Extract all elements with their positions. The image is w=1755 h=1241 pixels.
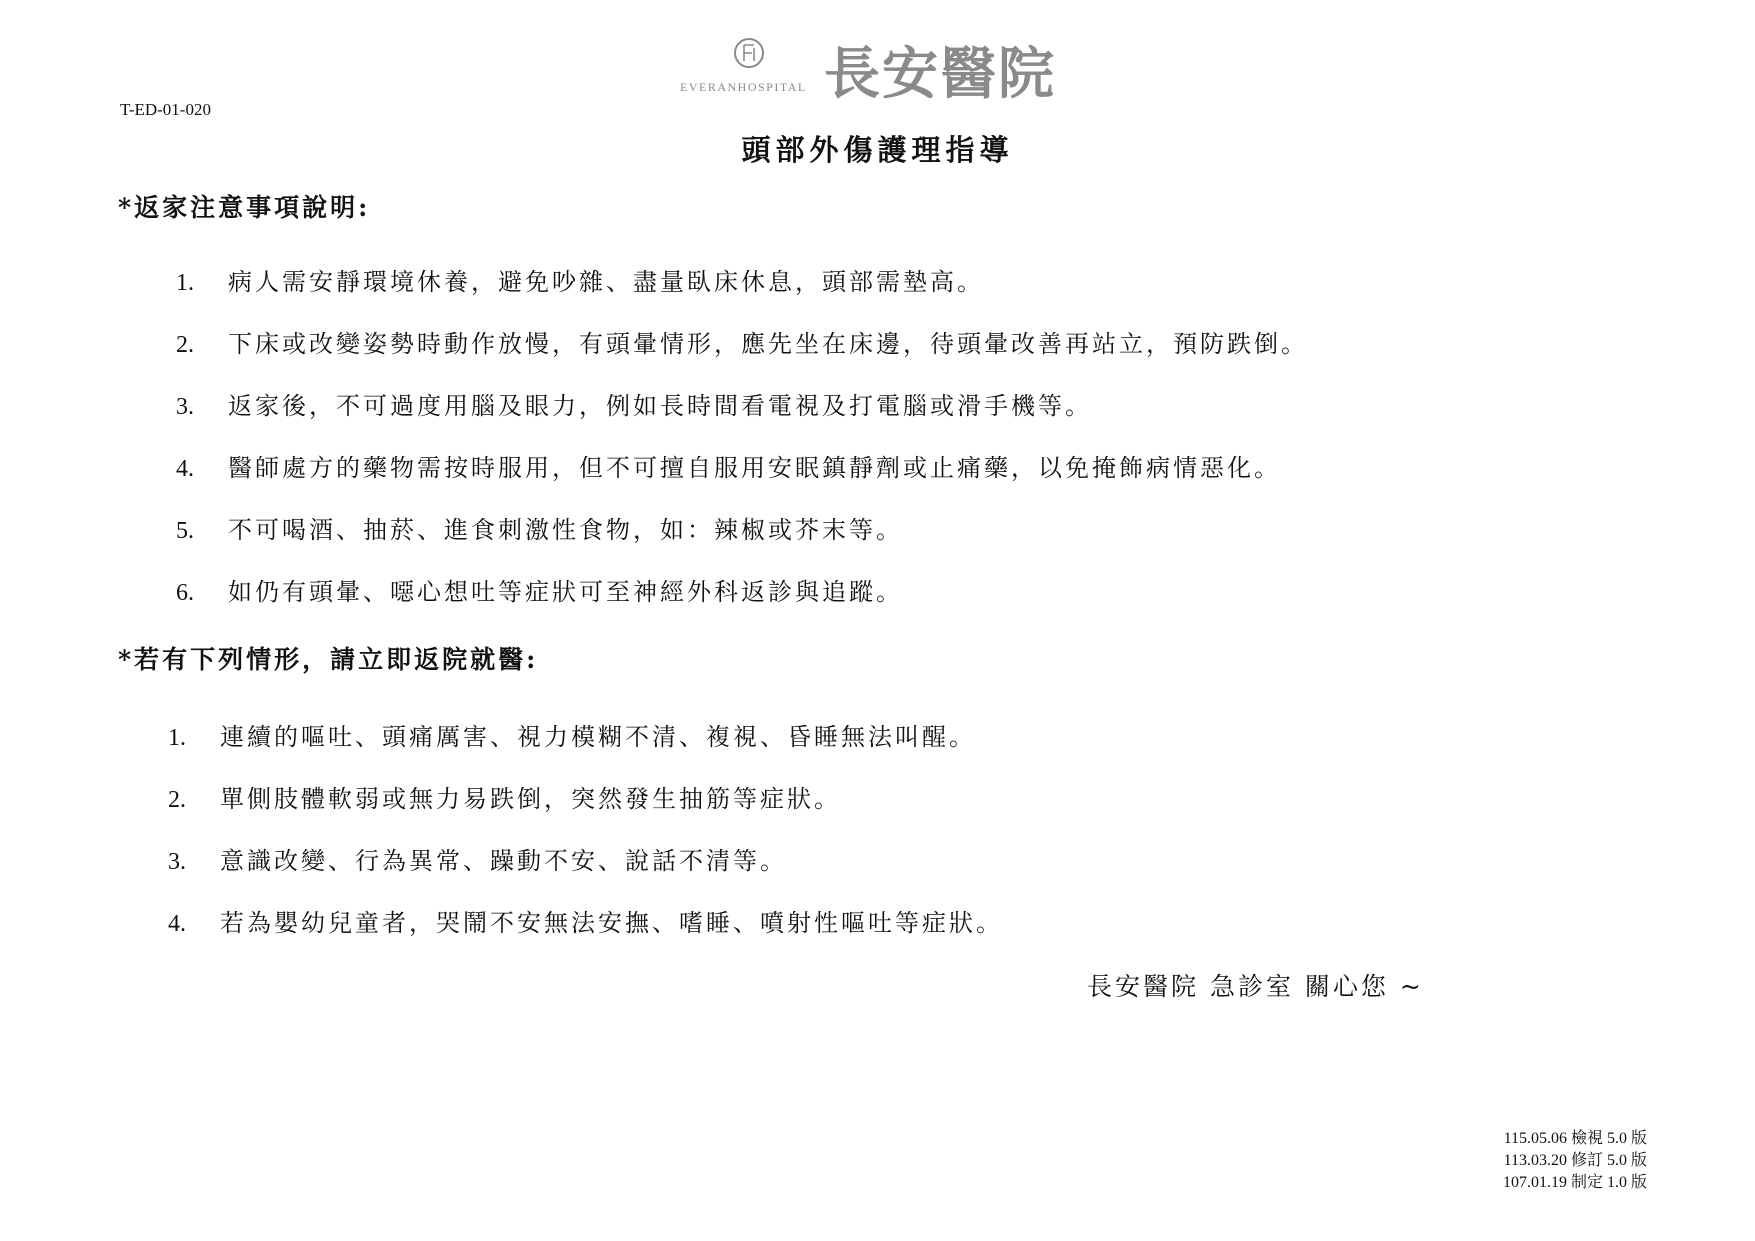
logo-english-text: EVERANHOSPITAL [680,80,807,94]
document-code: T-ED-01-020 [120,100,211,119]
section-heading-home-care: *返家注意事項說明: [118,193,371,222]
list-item-text: 如仍有頭暈、噁心想吐等症狀可至神經外科返診與追蹤。 [228,578,903,606]
list-item-number: 1. [176,270,194,296]
hospital-emblem-icon [732,36,766,70]
list-item [176,386,1308,448]
revision-history [1503,1128,1647,1194]
list-item-text: 連續的嘔吐、頭痛厲害、視力模糊不清、複視、昏睡無法叫醒。 [220,723,976,751]
list-item [168,779,1003,841]
list-item [176,572,1308,634]
list-item-number: 3. [168,849,186,875]
hospital-logo [680,34,1080,107]
list-item-number: 6. [176,580,194,606]
list-item-number: 4. [168,911,186,937]
list-item [168,903,1003,965]
document-title: 頭部外傷護理指導 [741,133,1014,167]
list-item-number: 5. [176,518,194,544]
list-item-text: 意識改變、行為異常、躁動不安、說話不清等。 [220,847,787,875]
list-item-text: 醫師處方的藥物需按時服用，但不可擅自服用安眠鎮靜劑或止痛藥，以免掩飾病情惡化。 [228,454,1281,482]
list-item-text: 下床或改變姿勢時動作放慢，有頭暈情形，應先坐在床邊，待頭暈改善再站立，預防跌倒。 [228,330,1308,358]
list-item [176,324,1308,386]
list-item [176,448,1308,510]
list-item [168,717,1003,779]
revision-line: 107.01.19 制定 1.0 版 [1502,1174,1647,1191]
list-item-text: 不可喝酒、抽菸、進食刺激性食物，如：辣椒或芥末等。 [228,516,903,544]
revision-line: 113.03.20 修訂 5.0 版 [1503,1152,1647,1169]
list-item-number: 2. [176,332,194,358]
list-item-text: 若為嬰幼兒童者，哭鬧不安無法安撫、嗜睡、噴射性嘔吐等症狀。 [220,909,1003,937]
list-item-number: 3. [176,394,194,420]
revision-line: 115.05.06 檢視 5.0 版 [1503,1130,1647,1147]
list-item-number: 1. [168,725,186,751]
list-item-number: 2. [168,787,186,813]
logo-chinese-text: 長安醫院 [824,42,1056,107]
section-heading-return-to-hospital: *若有下列情形，請立即返院就醫: [118,645,539,674]
list-item-text: 單側肢體軟弱或無力易跌倒，突然發生抽筋等症狀。 [220,785,841,813]
list-item [176,510,1308,572]
home-care-list [176,262,1308,634]
signoff-text: 長安醫院 急診室 關心您 ~ [1087,972,1424,1001]
list-item-text: 病人需安靜環境休養，避免吵雜、盡量臥床休息，頭部需墊高。 [228,268,984,296]
list-item-text: 返家後，不可過度用腦及眼力，例如長時間看電視及打電腦或滑手機等。 [228,392,1092,420]
list-item [176,262,1308,324]
list-item-number: 4. [176,456,194,482]
list-item [168,841,1003,903]
return-to-hospital-list [168,717,1003,965]
